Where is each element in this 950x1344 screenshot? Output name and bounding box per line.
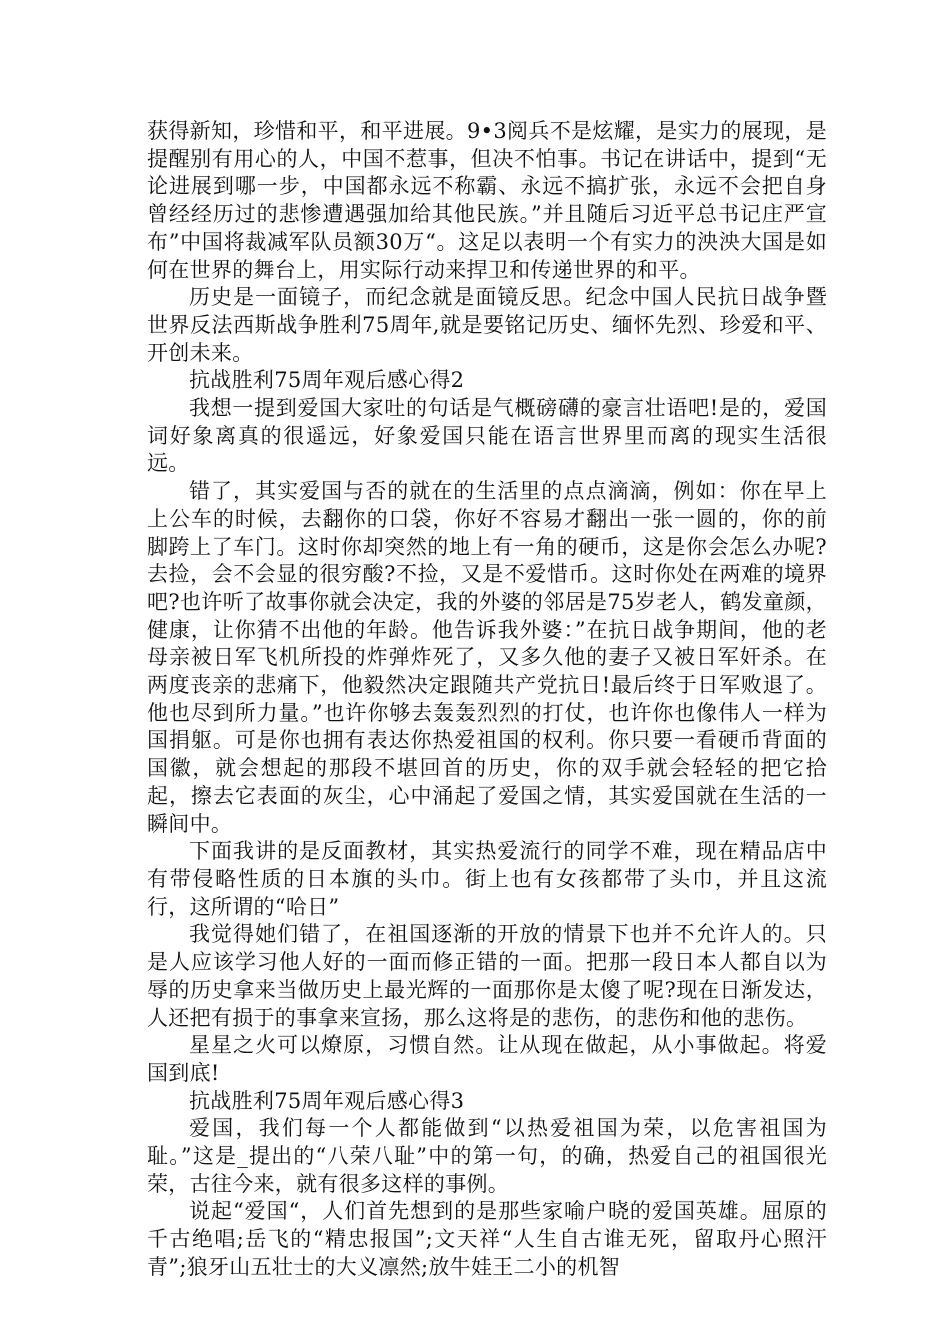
document-body [147,118,827,1282]
section-heading: 抗战胜利75周年观后感心得2 [189,368,465,393]
paragraph: 历史是一面镜子，而纪念就是面镜反思。纪念中国人民抗日战争暨世界反法西斯战争胜利75周年,就是要铭记历史、缅怀先烈、珍爱和平、开创未来。 [147,285,827,365]
paragraph: 我想一提到爱国大家吐的句话是气概磅礴的豪言壮语吧!是的，爱国词好象离真的很遥远，好象爱国只能在语言世界里而离的现实生活很远。 [147,396,827,476]
paragraph: 爱国，我们每一个人都能做到“以热爱祖国为荣，以危害祖国为耻。”这是_提出的“八荣八耻”中的第一句，的确，热爱自己的祖国很光荣，古往今来，就有很多这样的事例。 [147,1116,827,1196]
paragraph: 获得新知，珍惜和平，和平进展。9•3阅兵不是炫耀，是实力的展现，是提醒别有用心的人，中国不惹事，但决不怕事。书记在讲话中，提到“无论进展到哪一步，中国都永远不称霸、永远不搞扩张，永远不会把自身曾经经历过的悲惨遭遇强加给其他民族。”并且随后习近平总书记庄严宣布”中国将裁减军队员额30万“。这足以表明一个有实力的泱泱大国是如何在世界的舞台上，用实际行动来捍卫和传递世界的和平。 [147,119,827,282]
paragraph: 错了，其实爱国与否的就在的生活里的点点滴滴，例如：你在早上上公车的时候，去翻你的口袋，你好不容易才翻出一张一圆的，你的前脚跨上了车门。这时你却突然的地上有一角的硬币，这是你会怎么办呢?去捡，会不会显的很穷酸?不捡，又是不爱惜币。这时你处在两难的境界吧?也许听了故事你就会决定，我的外婆的邻居是75岁老人，鹤发童颜，健康，让你猜不出他的年龄。他告诉我外婆：”在抗日战争期间，他的老母亲被日军飞机所投的炸弹炸死了，又多久他的妻子又被日军奸杀。在两度丧亲的悲痛下，他毅然决定跟随共产党抗日!最后终于日军败退了。他也尽到所力量。”也许你够去轰轰烈烈的打仗，也许你也像伟人一样为国捐躯。可是你也拥有表达你热爱祖国的权利。你只要一看硬币背面的国徽，就会想起的那段不堪回首的历史，你的双手就会轻轻的把它拾起，擦去它表面的灰尘，心中涌起了爱国之情，其实爱国就在生活的一瞬间中。 [147,479,827,836]
paragraph: 我觉得她们错了，在祖国逐渐的开放的情景下也并不允许人的。只是人应该学习他人好的一面而修正错的一面。把那一段日本人都自以为辱的历史拿来当做历史上最光辉的一面那你是太傻了呢?现在日渐发达，人还把有损于的事拿来宣扬，那么这将是的悲伤，的悲伤和他的悲伤。 [147,922,827,1030]
section-heading: 抗战胜利75周年观后感心得3 [189,1088,465,1113]
paragraph: 说起“爱国“，人们首先想到的是那些家喻户晓的爱国英雄。屈原的千古绝唱;岳飞的“精忠报国”;文天祥“人生自古谁无死，留取丹心照汗青”;狼牙山五壮士的大义凛然;放牛娃王二小的机智 [147,1199,827,1279]
paragraph: 下面我讲的是反面教材，其实热爱流行的同学不难，现在精品店中有带侵略性质的日本旗的头巾。街上也有女孩都带了头巾，并且这流行，这所谓的“哈日” [147,839,827,919]
paragraph: 星星之火可以燎原，习惯自然。让从现在做起，从小事做起。将爱国到底! [147,1033,827,1085]
